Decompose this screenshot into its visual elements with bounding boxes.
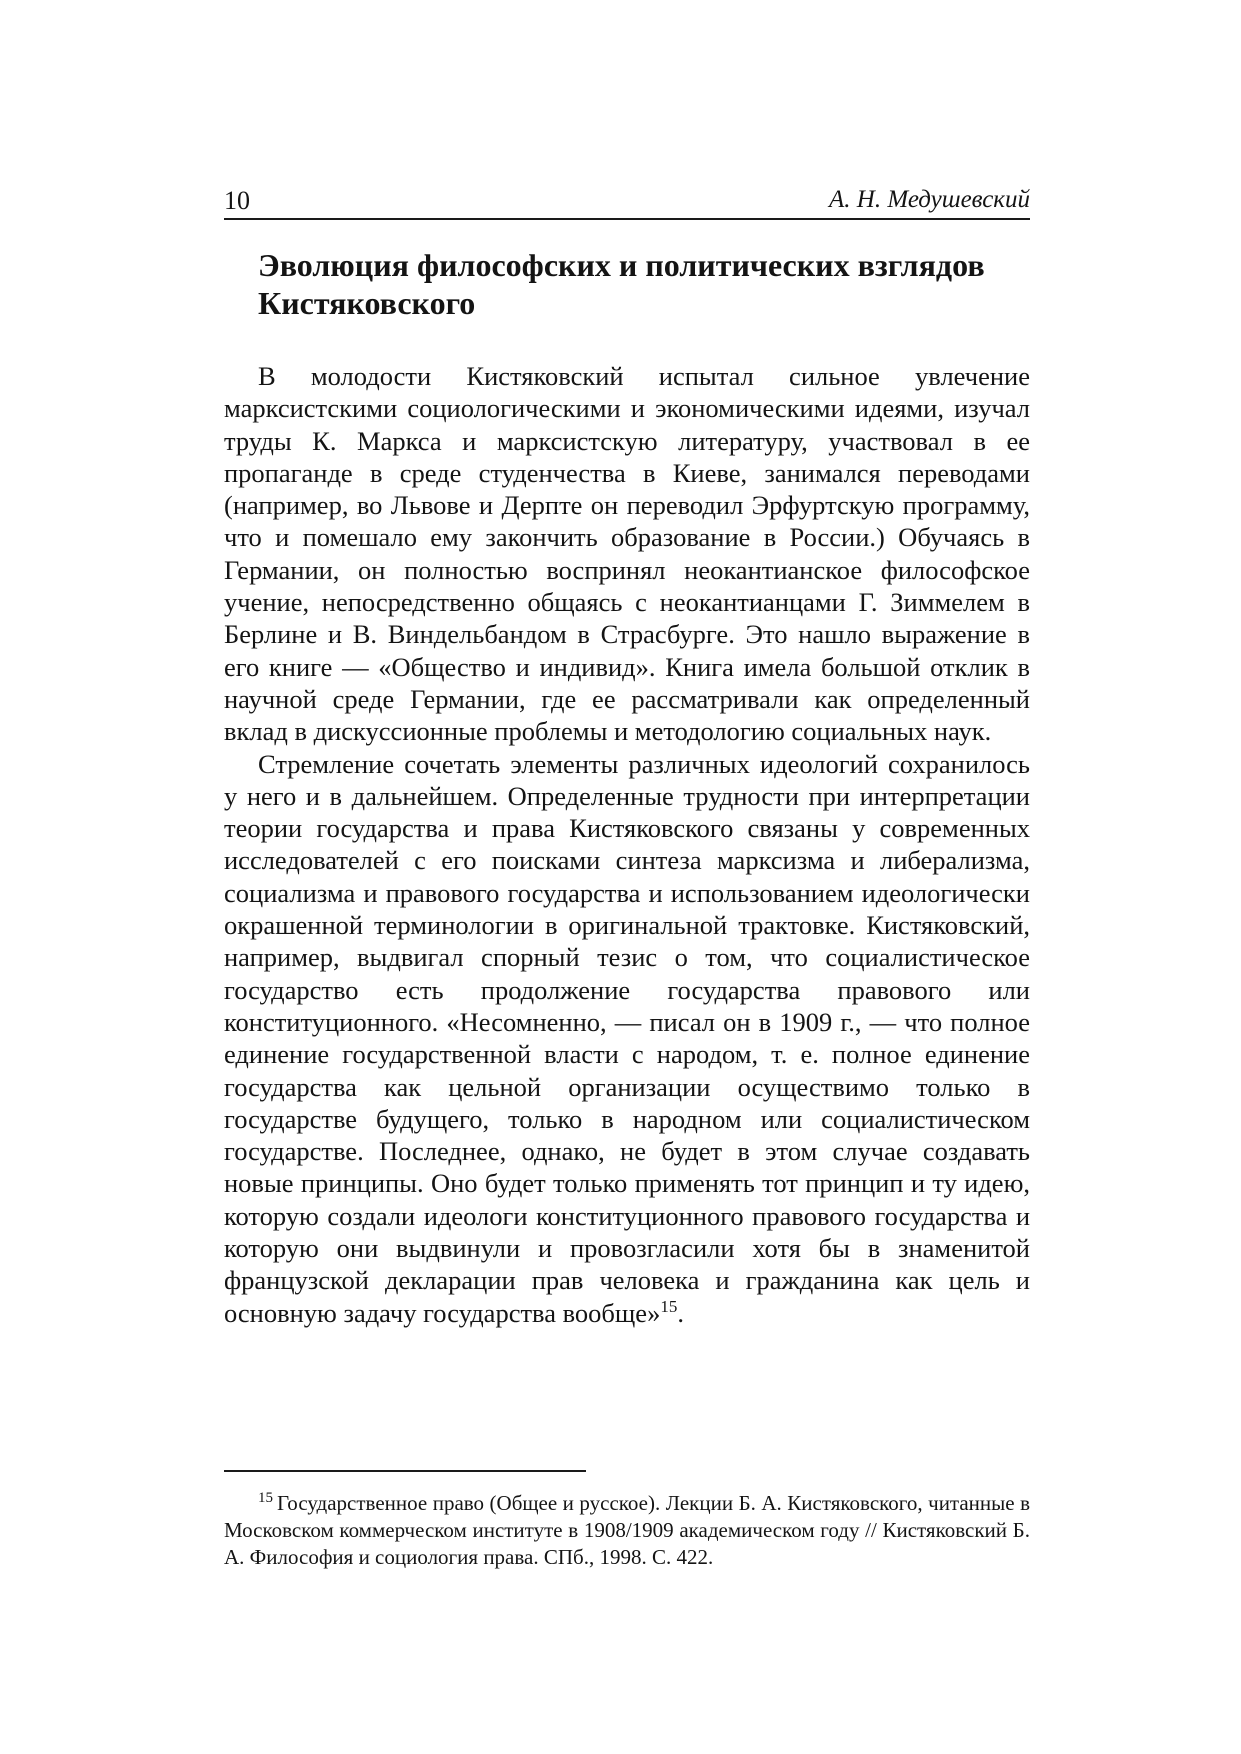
footnote-text: Государственное право (Общее и русское). Лекции Б. А. Кистяковского, читанные в Московском коммерческом институте в 1908/1909 академическом году // Кистяковский Б. А. Философия и социология права. СПб., 1998. С. 422. (224, 1491, 1030, 1569)
paragraph-1: В молодости Кистяковский испытал сильное увлечение марксистскими социологическими и экономическими идеями, изучал труды К. Маркса и марксистскую литературу, участвовал в ее пропаганде в среде студенчества в Киеве, занимался переводами (например, во Львове и Дерпте он переводил Эрфуртскую программу, что и помешало ему закончить образование в России.) Обучаясь в Германии, он полностью воспринял неокантианское философское учение, непосредственно общаясь с неокантианцами Г. Зиммелем в Берлине и В. Виндельбандом в Страсбурге. Это нашло выражение в его книге — «Общество и индивид». Книга имела большой отклик в научной среде Германии, где ее рассматривали как определенный вклад в дискуссионные проблемы и методологию социальных наук. (224, 361, 1030, 747)
paragraph-2-end: . (677, 1297, 684, 1328)
footnote-mark: 15 (258, 1490, 273, 1506)
footnote-reference[interactable]: 15 (660, 1296, 678, 1316)
footnote-divider (224, 1470, 586, 1472)
footnote-15 (224, 1490, 1030, 1571)
page-number: 10 (224, 186, 250, 215)
paragraph-2 (224, 748, 1030, 1329)
paragraph-2-text: Стремление сочетать элементы различных идеологий сохранилось у него и в дальнейшем. Определенные трудности при интерпретации теории государства и права Кистяковского связаны у современных исследователей с его поисками синтеза марксизма и либерализма, социализма и правового государства и использованием идеологически окрашенной терминологии в оригинальной трактовке. Кистяковский, например, выдвигал спорный тезис о том, что социалистическое государство есть продолжение государства правового или конституционного. «Несомненно, — писал он в 1909 г., — что полное единение государственной власти с народом, т. е. полное единение государства как цельной организации осуществимо только в государстве будущего, только в народном или социалистическом государстве. Последнее, однако, не будет в этом случае создавать новые принципы. Оно будет только применять тот принцип и ту идею, которую создали идеологи конституционного правового государства и которую они выдвинули и провозгласили хотя бы в знаменитой французской декларации прав человека и гражданина как цель и основную задачу государства вообще» (224, 748, 1030, 1328)
page-header (224, 182, 1030, 220)
running-head-author: А. Н. Медушевский (829, 186, 1030, 213)
main-text (224, 360, 1030, 1329)
chapter-title: Эволюция философских и политических взглядов Кистяковского (258, 247, 985, 321)
